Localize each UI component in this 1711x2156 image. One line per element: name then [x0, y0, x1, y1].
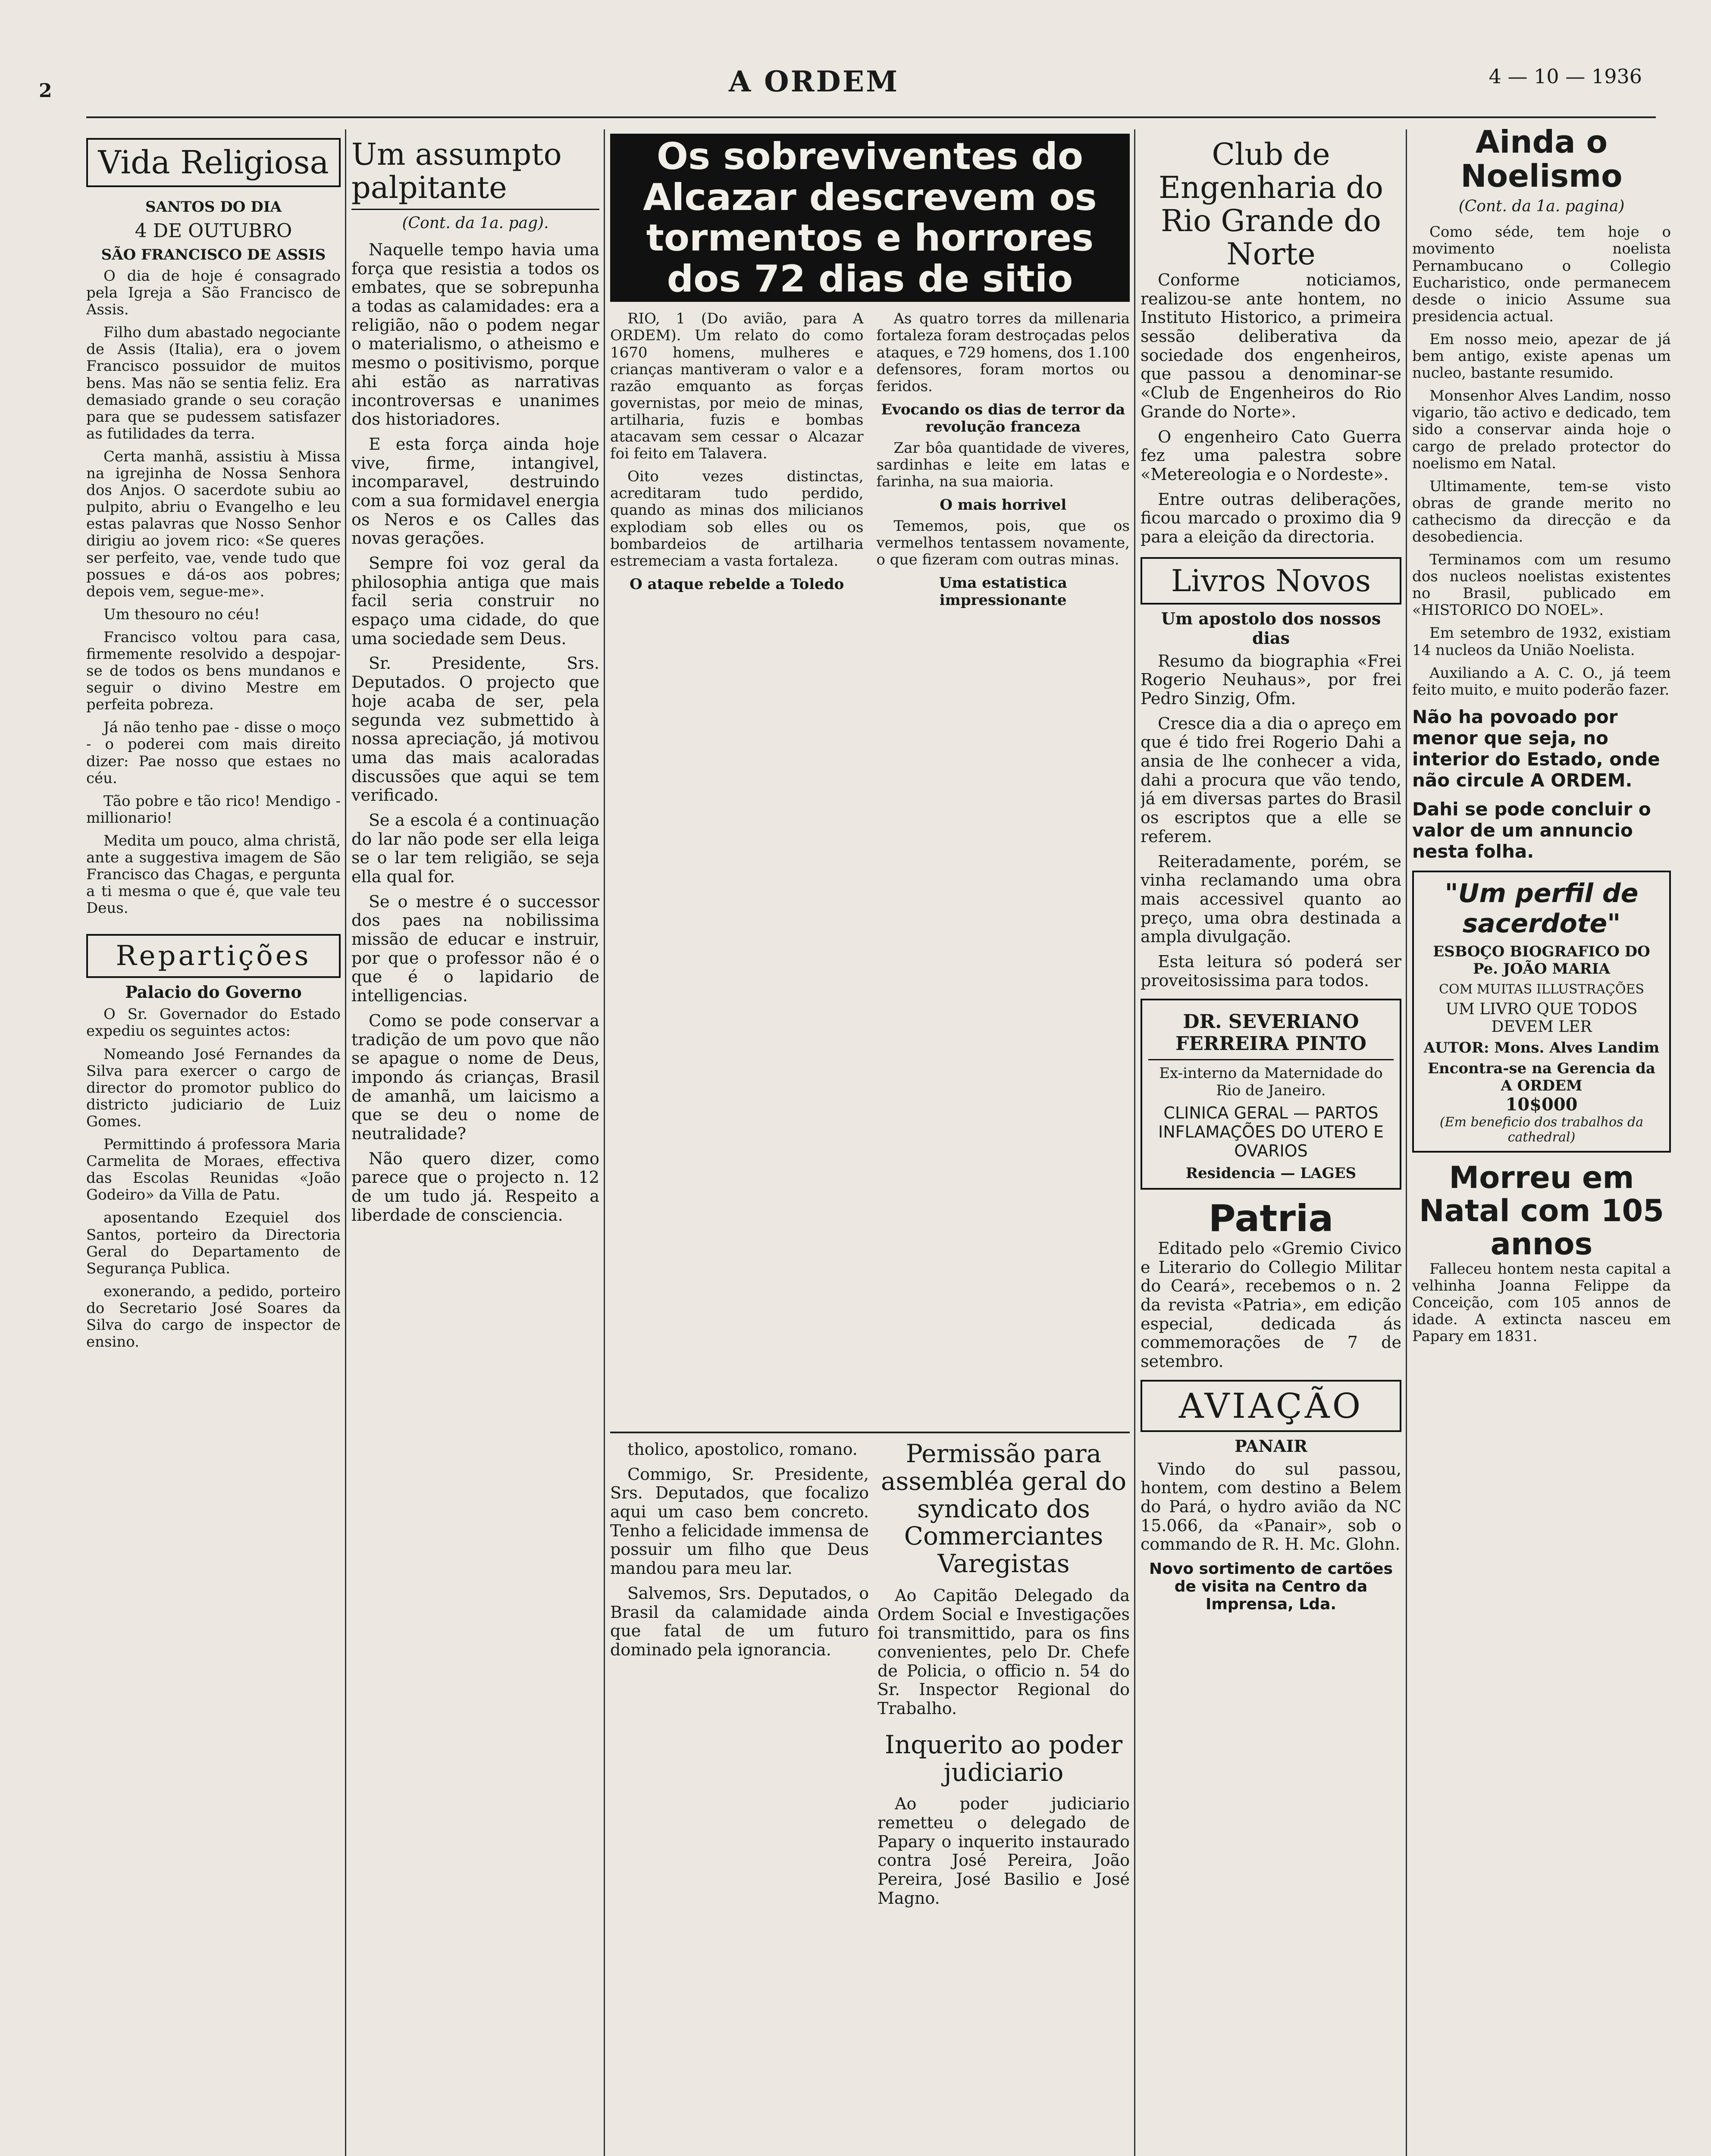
headline: Os sobreviventes do Alcazar descrevem os tormentos e horrores dos 72 dias de sitio	[610, 134, 1130, 302]
book-line: COM MUITAS ILLUSTRAÇÕES	[1439, 981, 1644, 997]
paragraph: Em setembro de 1932, existiam 14 nucleos da União Noelista.	[1412, 624, 1671, 659]
doctor-line: Ex-interno da Maternidade do Rio de Janeiro.	[1159, 1065, 1383, 1100]
column-divider	[604, 129, 605, 2156]
cartoes-notice: Novo sortimento de cartões de visita na Centro da Imprensa, Lda.	[1149, 1560, 1393, 1614]
subheading: O ataque rebelde a Toledo	[630, 575, 844, 593]
paragraph: Francisco voltou para casa, firmemente resolvido a despojar-se de todos os bens mundanos e seguir o divino Mestre em perfeita pobreza.	[86, 628, 341, 714]
masthead: A ORDEM	[729, 65, 899, 98]
paragraph: Como se pode conservar a tradição de um povo que não se apague o nome de Deus, impondo ás crianças, Brasil de amanhã, um laicismo a que se deu o nome de neutralidade?	[351, 1011, 599, 1143]
paragraph: Já não tenho pae - disse o moço - o poderei com mais direito dizer: Pae nosso que estaes no céu.	[86, 719, 341, 787]
paragraph: Ao poder judiciario remetteu o delegado de Papary o inquerito instaurado contra José Pereira, João Pereira, José Basilio e José Magno.	[877, 1794, 1130, 1908]
aviacao-subtitle: PANAIR	[1235, 1436, 1307, 1456]
column-notices	[877, 1440, 1130, 2156]
paragraph: Reiteradamente, porém, se vinha reclamando uma obra mais accessivel quanto ao preço, uma obra destinada a ampla divulgação.	[1141, 852, 1401, 946]
subheading: Evocando os dias de terror da revolução franceza	[881, 401, 1125, 436]
paragraph: RIO, 1 (Do avião, para A ORDEM). Um relato do como 1670 homens, mulheres e crianças mantiveram o valor e a razão emquanto as forças governistas, por meio de minas, artilharia, fuzis e bombas atacavam sem cessar o Alcazar foi feito em Talavera.	[610, 310, 864, 463]
paragraph: Filho dum abastado negociante de Assis (Italia), era o jovem Francisco possuidor de muitos bens. Mas não se sentia feliz. Era demasiado grande o seu coração para que se pudessem satisfazer as futilidades da terra.	[86, 324, 341, 442]
paragraph: Conforme noticiamos, realizou-se ante hontem, no Instituto Historico, a primeira sessão deliberativa da sociedade dos engenheiros, que passou a denominar-se «Club de Engenheiros do Rio Grande do Norte».	[1141, 270, 1401, 421]
doctor-ad	[1141, 999, 1401, 1190]
header-rule	[86, 116, 1656, 118]
paragraph: Se a escola é a continuação do lar não pode ser ella leiga se o lar tem religião, se seja ella qual for.	[351, 810, 599, 886]
doctor-name: DR. SEVERIANO FERREIRA PINTO	[1148, 1011, 1394, 1060]
column-divider	[1406, 129, 1407, 2156]
book-ad	[1412, 871, 1671, 1153]
paragraph: aposentando Ezequiel dos Santos, porteiro da Directoria Geral do Departamento de Segurança Publica.	[86, 1209, 341, 1277]
club-title: Club de Engenharia do Rio Grande do Norte	[1158, 138, 1384, 272]
permissao-title: Permissão para assembléa geral do syndicato dos Commerciantes Varegistas	[881, 1440, 1127, 1579]
paragraph: Se o mestre é o successor dos paes na nobilissima missão de educar e instruir, por que o professor não é o que é o lapidario de intelligencias.	[351, 892, 599, 1006]
book-line: UM LIVRO QUE TODOS DEVEM LER	[1445, 1000, 1638, 1036]
issue-date: 4 — 10 — 1936	[1489, 65, 1642, 88]
date-line: 4 DE OUTUBRO	[135, 220, 292, 242]
book-author: AUTOR: Mons. Alves Landim	[1423, 1039, 1660, 1056]
paragraph: Ao Capitão Delegado da Ordem Social e Investigações foi transmittido, para os fins convenientes, pelo Dr. Chefe de Policia, o officio n. 54 do Sr. Inspector Regional do Trabalho.	[877, 1586, 1130, 1718]
section-label: SANTOS DO DIA	[145, 198, 282, 216]
paragraph: Vindo do sul passou, hontem, com destino a Belem do Pará, o hydro avião da NC 15.066, da «Panair», sob o commando de R. H. Mc. Glohn.	[1141, 1459, 1401, 1554]
paragraph: Tão pobre e tão rico! Mendigo - millionario!	[86, 792, 341, 827]
paragraph: As quatro torres da millenaria fortaleza foram destroçadas pelos ataques, e 729 homens, dos 1.100 defensores, foram mortos ou feridos.	[876, 310, 1130, 395]
book-title: "Um perfil de sacerdote"	[1445, 878, 1639, 939]
paragraph: Editado pelo «Gremio Civico e Literario do Collegio Militar do Ceará», recebemos o n. 2 da revista «Patria», em edição especial, dedicada ás commemorações de 7 de setembro.	[1141, 1238, 1401, 1371]
paragraph: Como séde, tem hoje o movimento noelista Pernambucano o Collegio Eucharistico, onde permanecem desde o inicio Assume sua presidencia actual.	[1412, 223, 1671, 325]
book-note: (Em beneficio dos trabalhos da cathedral)	[1439, 1114, 1644, 1145]
inquerito-title: Inquerito ao poder judiciario	[884, 1730, 1123, 1787]
paragraph: Tememos, pois, que os vermelhos tentassem novamente, o que fizeram com outras minas.	[876, 517, 1130, 569]
paragraph: exonerando, a pedido, porteiro do Secretario José Soares da Silva do cargo de inspector de ensino.	[86, 1282, 341, 1351]
article-alcazar	[610, 134, 1130, 1427]
paragraph: Zar bôa quantidade de viveres, sardinhas e leite em latas e farinha, na sua maioria.	[876, 439, 1130, 491]
paragraph: Cresce dia a dia o apreço em que é tido frei Rogerio Dahi a ansia de lhe conhecer a vida, dahi a procura que vão tendo, já em diversas partes do Brasil os escriptos que a elle se referem.	[1141, 714, 1401, 846]
obituary-title: Morreu em Natal com 105 annos	[1419, 1159, 1664, 1262]
paragraph: Falleceu hontem nesta capital a velhinha Joanna Felippe da Conceição, com 105 annos de idade. A extincta nasceu em Papary em 1831.	[1412, 1260, 1671, 1345]
column-noelismo	[1412, 125, 1671, 2156]
paragraph: Terminamos com um resumo dos nucleos noelistas existentes no Brasil, publicado em «HISTORICO DO NOEL».	[1412, 551, 1671, 619]
book-subtitle: ESBOÇO BIOGRAFICO DO Pe. JOÃO MARIA	[1433, 943, 1650, 978]
subheading: O mais horrivel	[940, 496, 1067, 514]
book-price: 10$000	[1505, 1094, 1578, 1115]
subheading: Uma estatistica impressionante	[939, 574, 1067, 609]
doctor-line: CLINICA GERAL — PARTOS INFLAMAÇÕES DO UTERO E OVARIOS	[1158, 1103, 1384, 1161]
continuation-note: (Cont. da 1a. pagina)	[1458, 197, 1625, 216]
continuation-note: (Cont. da 1a. pag).	[402, 214, 549, 232]
article-continuation	[610, 1440, 869, 2156]
paragraph: Sempre foi voz geral da philosophia antiga que mais facil seria construir no espaço uma cidade, do que uma sociedade sem Deus.	[351, 554, 599, 648]
noelismo-title: Ainda o Noelismo	[1460, 125, 1623, 194]
paragraph: Salvemos, Srs. Deputados, o Brasil da calamidade ainda que fatal de um futuro dominado pela ignorancia.	[610, 1583, 869, 1659]
paragraph: Naquelle tempo havia uma força que resistia a todos os embates, que se sobrepunha a todas as calamidades: era a religião, não o podem negar o materialismo, o atheismo e mesmo o positivismo, porque ahi estão as narrativas incontroversas e unanimes dos historiadores.	[351, 240, 599, 429]
circulation-notice: Não ha povoado por menor que seja, no interior do Estado, onde não circule A ORDEM.	[1412, 706, 1660, 791]
paragraph: Oito vezes distinctas, acreditaram tudo perdido, quando as minas dos milicianos explodiam sob elles ou os bombardeios de artilharia estremeciam a vasta fortaleza.	[610, 468, 864, 570]
paragraph: Esta leitura só poderá ser proveitosissima para todos.	[1141, 952, 1401, 990]
article-body	[610, 310, 1130, 609]
patria-title: Patria	[1208, 1197, 1334, 1241]
paragraph: O Sr. Governador do Estado expediu os seguintes actos:	[86, 1006, 341, 1040]
paragraph: E esta força ainda hoje vive, firme, intangivel, incomparavel, destruindo com a sua formidavel energia os Neros e os Calles das novas gerações.	[351, 434, 599, 548]
article-title: Um assumpto palpitante	[351, 138, 599, 210]
doctor-line: Residencia — LAGES	[1185, 1165, 1357, 1182]
reparticoes-subtitle: Palacio do Governo	[125, 982, 302, 1002]
paragraph: O engenheiro Cato Guerra fez uma palestra sobre «Metereologia e o Nordeste».	[1141, 427, 1401, 484]
paragraph: Entre outras deliberações, ficou marcado o proximo dia 9 para a eleição da directoria.	[1141, 489, 1401, 546]
column-club	[1141, 138, 1401, 2156]
livros-subtitle: Um apostolo dos nossos dias	[1161, 608, 1381, 648]
paragraph: O dia de hoje é consagrado pela Igreja a São Francisco de Assis.	[86, 267, 341, 319]
paragraph: Auxiliando a A. C. O., já teem feito muito, e muito poderão fazer.	[1412, 664, 1671, 699]
paragraph: Ultimamente, tem-se visto obras de grande merito no cathecismo da direcção e da desobediencia.	[1412, 477, 1671, 545]
column-divider	[345, 129, 346, 2156]
paragraph: tholico, apostolico, romano.	[627, 1440, 858, 1459]
page-number: 2	[39, 80, 52, 102]
column-assumpto	[351, 138, 599, 2156]
paragraph: Commigo, Sr. Presidente, Srs. Deputados, que focalizo aqui um caso bem concreto. Tenho a felicidade immensa de possuir um filho que Deus mandou para meu lar.	[610, 1464, 869, 1578]
book-sale: Encontra-se na Gerencia da A ORDEM	[1428, 1059, 1655, 1094]
section-rule	[610, 1432, 1130, 1433]
paragraph: Nomeando José Fernandes da Silva para exercer o cargo de director do promotor publico do districto judiciario de Luiz Gomes.	[86, 1045, 341, 1130]
paragraph: Não quero dizer, como parece que o projecto n. 12 de um tudo já. Respeito a liberdade de consciencia.	[351, 1149, 599, 1225]
paragraph: Resumo da biographia «Frei Rogerio Neuhaus», por frei Pedro Sinzig, Ofm.	[1141, 651, 1401, 708]
paragraph: Monsenhor Alves Landim, nosso vigario, tão activo e dedicado, tem sido a conservar ainda hoje o cargo de prelado protector do noelismo em Natal.	[1412, 387, 1671, 472]
paragraph: Sr. Presidente, Srs. Deputados. O projecto que hoje acaba de ser, pela segunda vez submettido à nossa apreciação, já motivou uma das mais acaloradas discussões que aqui se tem verificado.	[351, 654, 599, 805]
column-vida-religiosa	[86, 138, 341, 2156]
paragraph: Permittindo á professora Maria Carmelita de Moraes, effectiva das Escolas Reunidas «João Godeiro» da Villa de Patu.	[86, 1136, 341, 1204]
paragraph: Um thesouro no céu!	[103, 605, 260, 623]
paragraph: Certa manhã, assistiu à Missa na igrejinha de Nossa Senhora dos Anjos. O sacerdote subiu ao pulpito, abriu o Evangelho e leu estas palavras que Nosso Senhor dirigiu ao jovem rico: «Se queres ser perfeito, vae, vende tudo que possues e dá-os aos pobres; depois vem, segue-me».	[86, 448, 341, 600]
livros-title: Livros Novos	[1141, 557, 1401, 605]
aviacao-title: AVIAÇÃO	[1141, 1380, 1401, 1432]
section-title: Vida Religiosa	[86, 138, 341, 187]
advert-notice: Dahi se pode concluir o valor de um annuncio nesta folha.	[1412, 798, 1651, 862]
reparticoes-title: Repartições	[86, 934, 341, 978]
paragraph: Em nosso meio, apezar de já bem antigo, existe apenas um nucleo, bastante resumido.	[1412, 330, 1671, 382]
column-divider	[1134, 129, 1135, 2156]
paragraph: Medita um pouco, alma christã, ante a suggestiva imagem de São Francisco das Chagas, e pergunta a ti mesma o que é, que vale teu Deus.	[86, 832, 341, 917]
saint-name: SÃO FRANCISCO DE ASSIS	[101, 246, 326, 263]
